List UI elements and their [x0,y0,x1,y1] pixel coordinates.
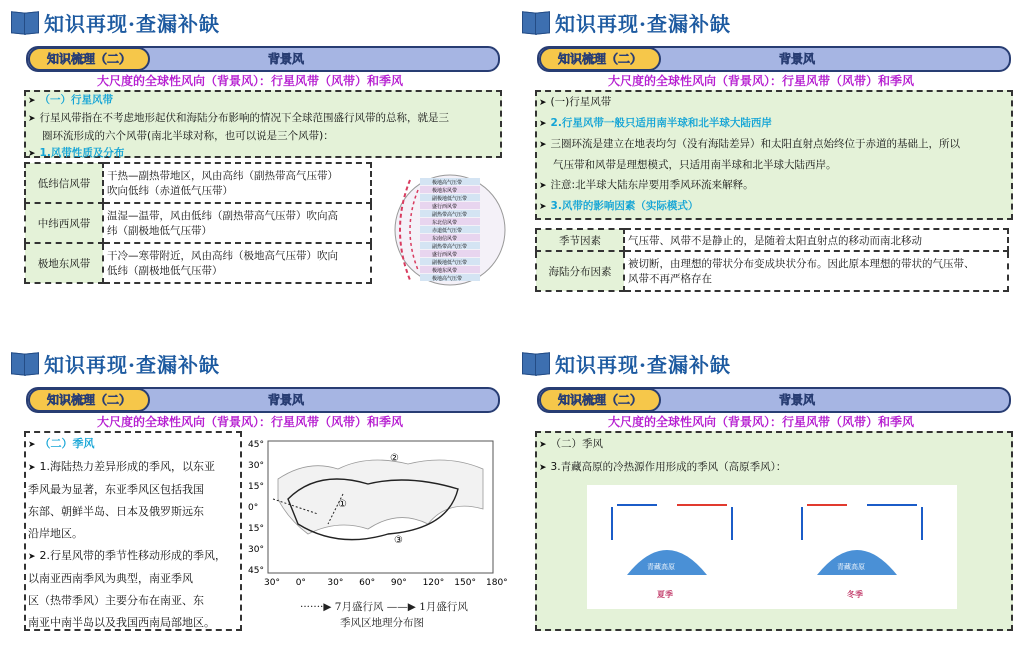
map-x-tick: 120° [422,578,445,588]
subtitle: 大尺度的全球性风向（背景风）：行星风带（风带）和季风 [607,415,914,429]
panel-title: 知识再现·查漏补缺 [44,352,220,377]
globe-band-label: 副极地低气压带 [432,196,468,202]
text-line: 东部、朝鲜半岛、日本及俄罗斯远东 [28,505,204,518]
intro-box [535,90,1013,220]
globe-band-label: 极地东风带 [432,188,458,194]
belt-name: 中纬西风带 [25,203,103,243]
plateau-label-summer: 青藏高原 [647,563,675,571]
text-line: ➤ （二）季风 [28,437,95,450]
text-line: ➤ 行星风带指在不考虑地形起伏和海陆分布影响的情况下全球范围盛行风带的总称，就是三 [28,112,450,124]
text-line: 季风最为显著，东亚季风区包括我国 [28,483,204,496]
subtitle: 大尺度的全球性风向（背景风）：行星风带（风带）和季风 [607,74,914,88]
section-bar-label: 背景风 [779,52,816,66]
book-icon [521,10,551,34]
panel-1 [0,0,500,310]
book-icon [521,351,551,375]
map-x-tick: 150° [454,578,476,588]
plateau-diagram [587,485,957,609]
belt-desc: 干热—副热带地区，风由高纬（副热带高气压带） 吹向低纬（赤道低气压带） [103,163,371,203]
globe-band-label: 副热带高气压带 [432,212,468,218]
belt-name: 低纬信风带 [25,163,103,203]
map-y-tick: 45° [248,566,264,576]
factor-desc: 被切断，由理想的带状分布变成块状分布。因此原本理想的带状的气压带、 风带不再严格存在 [624,251,1008,291]
text-line: ➤ 3.青藏高原的冷热源作用形成的季风（高原季风）： [539,461,787,473]
map-y-tick: 30° [248,461,264,471]
map-x-tick: 60° [359,578,376,588]
globe-band-label: 盛行西风带 [432,204,458,210]
table-row [536,251,1008,291]
map-x-tick: 30° [327,578,344,588]
globe-band-label: 极地高气压带 [432,180,463,186]
map-legend: ·······▶ 7月盛行风 ——▶ 1月盛行风 [300,601,468,613]
book-icon [10,10,40,34]
text-line: ➤ （一）行星风带 [28,94,114,106]
intro-box [24,90,502,158]
panel-header [521,6,731,38]
text-line: ➤ 注意:北半球大陆东岸要用季风环流来解释。 [539,179,754,191]
text-line: 圈环流形成的六个风带(南北半球对称，也可以说是三个风带)： [42,130,334,142]
region-1-label: ① [338,499,347,510]
text-line: 区（热带季风）主要分布在南亚、东 [28,594,204,607]
panel-title: 知识再现·查漏补缺 [555,352,731,377]
text-line: ➤ （二）季风 [539,438,604,450]
map-x-tick: 0° [295,578,306,588]
map-y-tick: 30° [248,545,264,555]
globe-band-label: 盛行西风带 [432,252,458,258]
text-line: 气压带和风带是理想模式，只适用南半球和北半球大陆西岸。 [553,159,837,171]
factor-table [535,228,1009,292]
belt-table [24,162,372,284]
panel-header [10,6,220,38]
table-row [25,203,371,243]
globe-band-label: 东南信风带 [432,236,458,242]
globe-band-label: 副极地低气压带 [432,260,468,266]
season-label-winter: 冬季 [847,590,863,599]
panel-header [521,347,731,379]
panel-header [10,347,220,379]
globe-band-label: 副热带高气压带 [432,244,468,250]
panel-title: 知识再现·查漏补缺 [555,11,731,36]
text-line: 沿岸地区。 [28,527,83,540]
section-bar [26,387,500,413]
region-3-label: ③ [394,535,403,546]
text-line: ➤ 1.海陆热力差异形成的季风，以东亚 [28,460,216,473]
section-tag: 知识梳理（二） [539,388,661,412]
factor-name: 海陆分布因素 [536,251,624,291]
text-line: 以南亚西南季风为典型，南亚季风 [28,572,193,585]
text-line: ➤ (一)行星风带 [539,96,612,108]
subtitle: 大尺度的全球性风向（背景风）：行星风带（风带）和季风 [96,415,403,429]
region-2-label: ② [390,453,399,464]
monsoon-text-box [24,431,242,631]
panel-2 [511,0,1011,310]
text-line: ➤ 2.行星风带一般只适用南半球和北半球大陆西岸 [539,117,772,129]
table-row [25,243,371,283]
map-y-tick: 0° [248,503,259,513]
table-row [536,229,1008,251]
factor-name: 季节因素 [536,229,624,251]
map-x-tick: 180° [486,578,508,588]
belt-name: 极地东风带 [25,243,103,283]
panel-title: 知识再现·查漏补缺 [44,11,220,36]
text-line: 南亚中南半岛以及我国西南局部地区。 [28,616,215,629]
map-y-tick: 15° [248,524,264,534]
text-line: ➤ 1.风带性质及分布 [28,147,125,159]
map-caption: 季风区地理分布图 [340,617,424,629]
map-y-tick: 15° [248,482,264,492]
subtitle: 大尺度的全球性风向（背景风）：行星风带（风带）和季风 [96,74,403,88]
map-x-tick: 90° [390,578,407,588]
season-label-summer: 夏季 [657,590,673,599]
globe-band-label: 极地东风带 [432,268,458,274]
text-line: ➤ 2.行星风带的季节性移动形成的季风， [28,549,227,562]
section-tag: 知识梳理（二） [28,388,150,412]
belt-desc: 干冷—寒带附近，风由高纬（极地高气压带）吹向 低纬（副极地低气压带） [103,243,371,283]
plateau-label-winter: 青藏高原 [837,563,865,571]
section-bar-label: 背景风 [268,52,305,66]
section-tag: 知识梳理（二） [28,47,150,71]
text-line: ➤ 三圈环流是建立在地表均匀（没有海陆差异）和太阳直射点始终位于赤道的基础上，所以 [539,138,961,150]
factor-desc: 气压带、风带不是静止的，是随着太阳直射点的移动而南北移动 [624,229,1008,251]
book-icon [10,351,40,375]
map-x-tick: 30° [264,578,280,588]
panel-3 [0,341,508,651]
section-tag: 知识梳理（二） [539,47,661,71]
map-y-tick: 45° [248,440,264,450]
globe-band-label: 东北信风带 [432,220,458,226]
panel-4 [511,341,1011,651]
section-bar [537,46,1011,72]
section-bar-label: 背景风 [268,393,305,407]
table-row [25,163,371,203]
globe-band-label: 赤道低气压带 [432,228,463,234]
monsoon-map [248,439,508,589]
section-bar [537,387,1011,413]
belt-desc: 温湿—温带，风由低纬（副热带高气压带）吹向高 纬（副极地低气压带） [103,203,371,243]
section-bar-label: 背景风 [779,393,816,407]
section-bar [26,46,500,72]
text-line: ➤ 3.风带的影响因素（实际模式） [539,200,699,212]
globe-band-label: 极地高气压带 [432,276,463,282]
globe-diagram [380,160,498,300]
